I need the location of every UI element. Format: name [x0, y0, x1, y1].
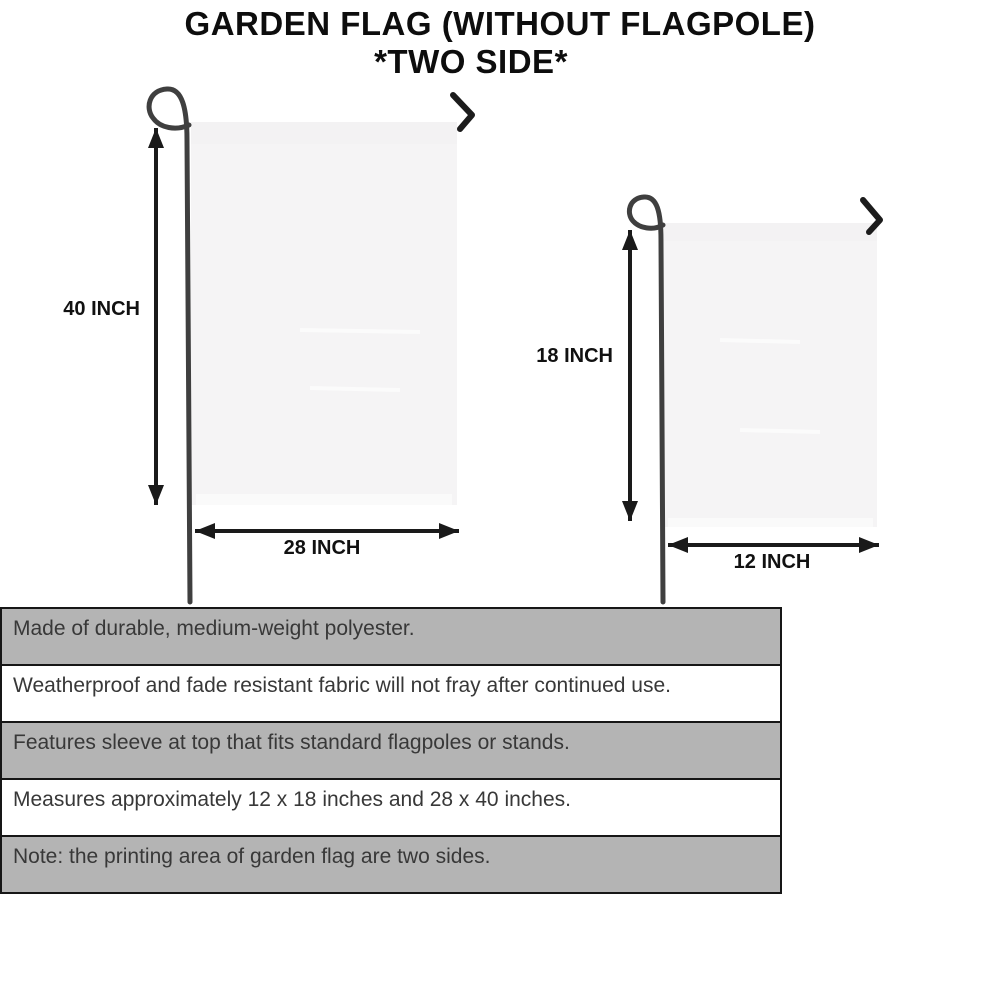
feature-text: Features sleeve at top that fits standard flagpoles or stands.	[13, 731, 570, 754]
large-flag-fabric	[191, 122, 457, 505]
page-title: GARDEN FLAG (WITHOUT FLAGPOLE)	[184, 5, 816, 42]
feature-text: Weatherproof and fade resistant fabric will not fray after continued use.	[13, 674, 671, 697]
feature-row-weatherproof	[0, 664, 782, 723]
feature-row-sleeve	[0, 721, 782, 780]
feature-row-note	[0, 835, 782, 894]
small-flag-width-label: 12 INCH	[733, 551, 811, 573]
small-flagpole	[629, 197, 663, 602]
small-flag-height-label: 18 INCH	[536, 345, 613, 367]
page-subtitle: *TWO SIDE*	[374, 43, 568, 80]
small-flag-fabric	[664, 223, 877, 527]
feature-text: Measures approximately 12 x 18 inches and 28 x 40 inches.	[13, 788, 571, 811]
large-flag-width-label: 28 INCH	[283, 537, 361, 559]
feature-text: Note: the printing area of garden flag are two sides.	[13, 845, 491, 868]
large-flag-bottom-hem	[196, 494, 452, 505]
small-flag-sleeve	[664, 223, 877, 241]
large-flag-sleeve	[191, 122, 457, 144]
large-flag-height-label: 40 INCH	[63, 298, 140, 320]
feature-list	[0, 607, 782, 894]
small-flag-bottom-hem	[668, 518, 873, 527]
feature-text: Made of durable, medium-weight polyester.	[13, 617, 415, 640]
feature-row-measures	[0, 778, 782, 837]
large-flag-group	[63, 89, 472, 607]
feature-row-material	[0, 607, 782, 666]
small-flag-group	[536, 197, 880, 602]
